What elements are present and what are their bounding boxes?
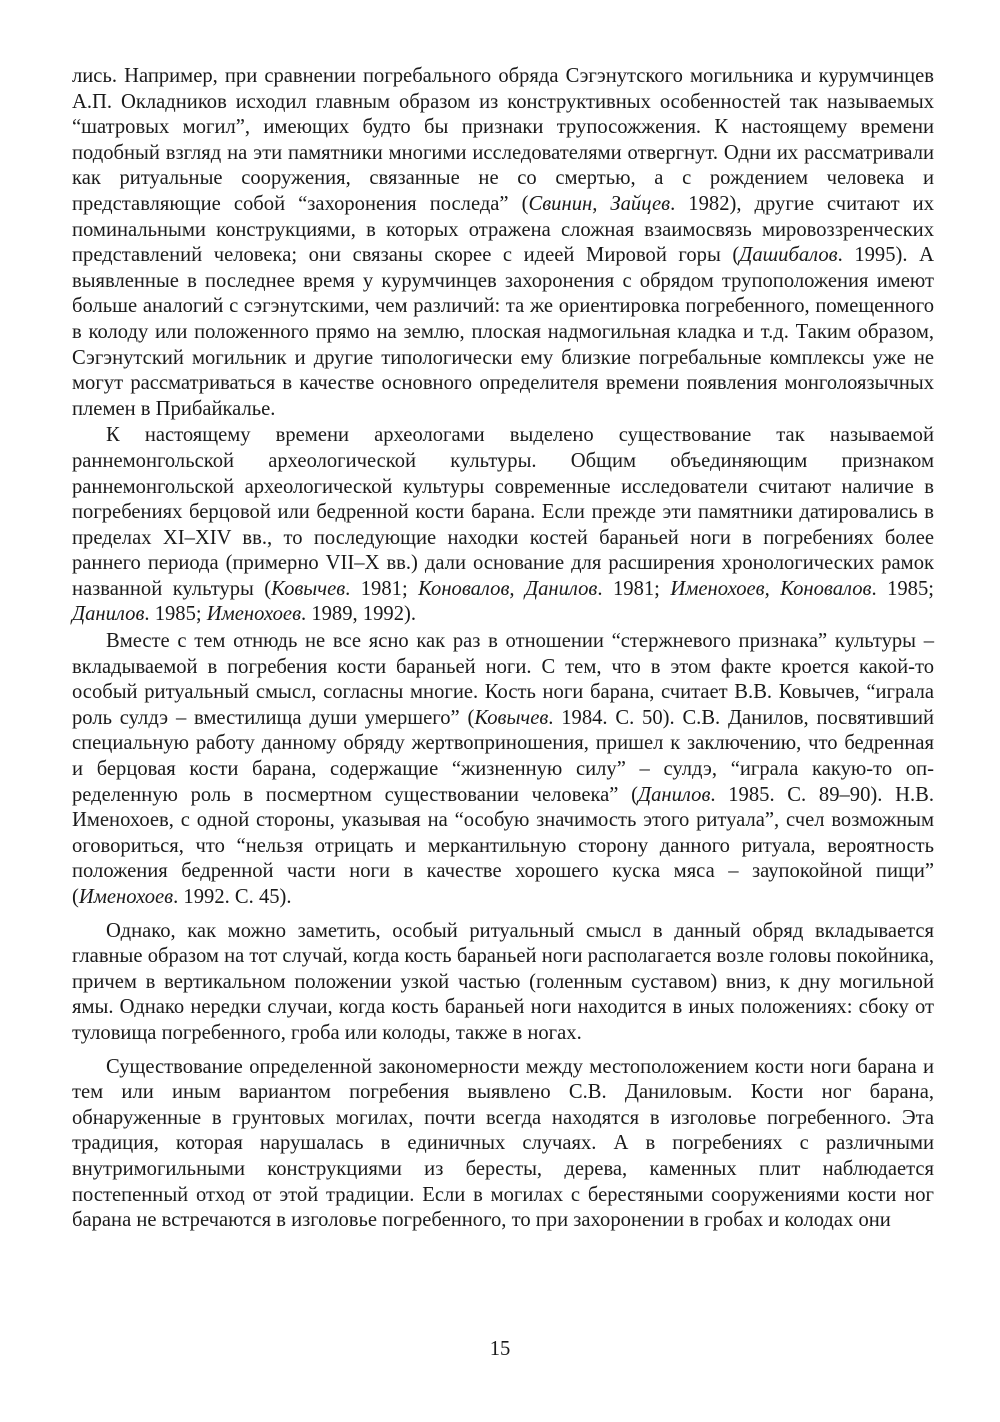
citation-author: Дашибалов (739, 244, 838, 267)
text-run: . 1984. С. 50). С.В. Данилов, посвятивший специальную работу данному обряду жертвоприношения, пришел к заключению, что бедренная и берцовая кости барана, содержащие “жизненную силу” – сулдэ, “играла какую-то определенную роль в посмертном существовании человека” ( (72, 706, 935, 806)
citation-author: Ковычев (474, 706, 549, 729)
text-run: Вместе с тем отнюдь не все ясно как раз в отношении “стержневого признака” культуры – вкладываемой в погребения кости бараньей ноги. С тем, что в этом факте кроется какой-то особый ритуальный смысл, согласны многие. Кость ноги барана, считает В.В. Ковычев, “играла роль сулдэ – вместилища души умершего” ( (72, 630, 934, 729)
text-run: . 1981; (597, 577, 671, 600)
citation-author: Именохоев, Коновалов (670, 577, 872, 600)
text-run: Существование определенной закономерности между местоположением кости ноги барана и тем или иным вариантом погребения выявлено С.В. Даниловым. Кости ног барана, обнаруженные в грунтовых могилах, почти всегда находятся в изголовье погребенного. Эта традиция, которая нарушалась в единичных случаях. А в погребениях с различными внутримогильными конструкциями из бересты, дерева, каменных плит наблюдается постепенный отход от этой традиции. Если в могилах с берестяными сооружениями кости ног барана не встречаются в изголовье погребенного, то при захоронении в гробах и колодах они (72, 1055, 934, 1232)
text-run: . 1985. С. 89–90). Н.В. Именохоев, с одной стороны, указывая на “особую значимость этого ритуала”, счел возможным оговориться, что “нельзя отрицать и меркантильную сторону данного ритуала, вероятность положения бедренной части ноги в качестве хорошего куска мяса – заупокойной пищи” ( (72, 783, 935, 908)
text-run: . 1982), другие считают их поминальными конструкциями, в которых отражена сложная взаимосвязь мировоззренческих представлений человека; они связаны скорее с идеей Мировой горы ( (72, 192, 934, 267)
text-run: лись. Например, при сравнении погребального обряда Сэгэнутского могильника и курумчинцев А.П. Окладников исходил главным образом из конструктивных особенностей так называемых “шатровых могил”, имеющих будто бы признаки трупосожжения. К настоящему времени подобный взгляд на эти памятники многими исследователями отвергнут. Одни их рассматривали как ритуальные сооружения, связанные не со смертью, а с рождением человека и представляющие собой “захоронения последа” ( (72, 65, 934, 215)
document-body (72, 64, 934, 1234)
text-run: . 1989, 1992). (301, 603, 416, 626)
paragraph-p3 (72, 629, 934, 911)
text-run: . 1995). А выявленные в последнее время у курумчинцев захоронения с обрядом трупоположения имеют больше аналогий с сэгэнутскими, чем различий: та же ориентировка погребенного, помещенного в колоду или положенного прямо на землю, плоская надмогильная кладка и т.д. Таким образом, Сэгэнутский могильник и другие типологически ему близкие погребальные комплексы уже не могут рассматриваться в качестве основного определителя времени появления монголоязычных племен в Прибайкалье. (72, 244, 934, 420)
citation-author: Коновалов, Данилов (418, 577, 598, 600)
paragraph-p1 (72, 64, 934, 422)
citation-author: Свинин, Зайцев (528, 192, 671, 215)
paragraph-p2 (72, 423, 934, 628)
citation-author: Именохоев (206, 603, 302, 626)
citation-author: Именохоев (78, 886, 174, 908)
text-run: . 1992. С. 45). (173, 886, 292, 908)
paragraph-p5 (72, 1055, 934, 1234)
text-run: . 1981; (345, 577, 419, 600)
text-run: . 1985; (144, 603, 207, 626)
text-run: . 1985; (871, 577, 934, 600)
text-run: К настоящему времени археологами выделено существование так называемой раннемонгольской археологической культуры. Общим объединяющим признаком раннемонгольской археологической культуры современные исследователи считают наличие в погребениях берцовой или бедренной кости барана. Если прежде эти памятники датировались в пределах XI–XIV вв., то последующие находки костей бараньей ноги в погребениях более раннего периода (примерно VII–X вв.) дали основание для расширения хронологических рамок названной культуры ( (72, 424, 934, 600)
paragraph-p4 (72, 919, 934, 1047)
page-number: 15 (489, 1338, 511, 1360)
text-run: Однако, как можно заметить, особый ритуальный смысл в данный обряд вкладывается главные образом на тот случай, когда кость бараньей ноги располагается возле головы покойника, причем в вертикальном положении узкой частью (голенным суставом) вниз, к дну могильной ямы. Однако нередки случаи, когда кость бараньей ноги находится в иных положениях: сбоку от туловища погребенного, гроба или колоды, также в ногах. (72, 919, 934, 1044)
citation-author: Данилов (72, 603, 145, 626)
citation-author: Данилов (638, 783, 711, 806)
citation-author: Ковычев (271, 577, 346, 600)
